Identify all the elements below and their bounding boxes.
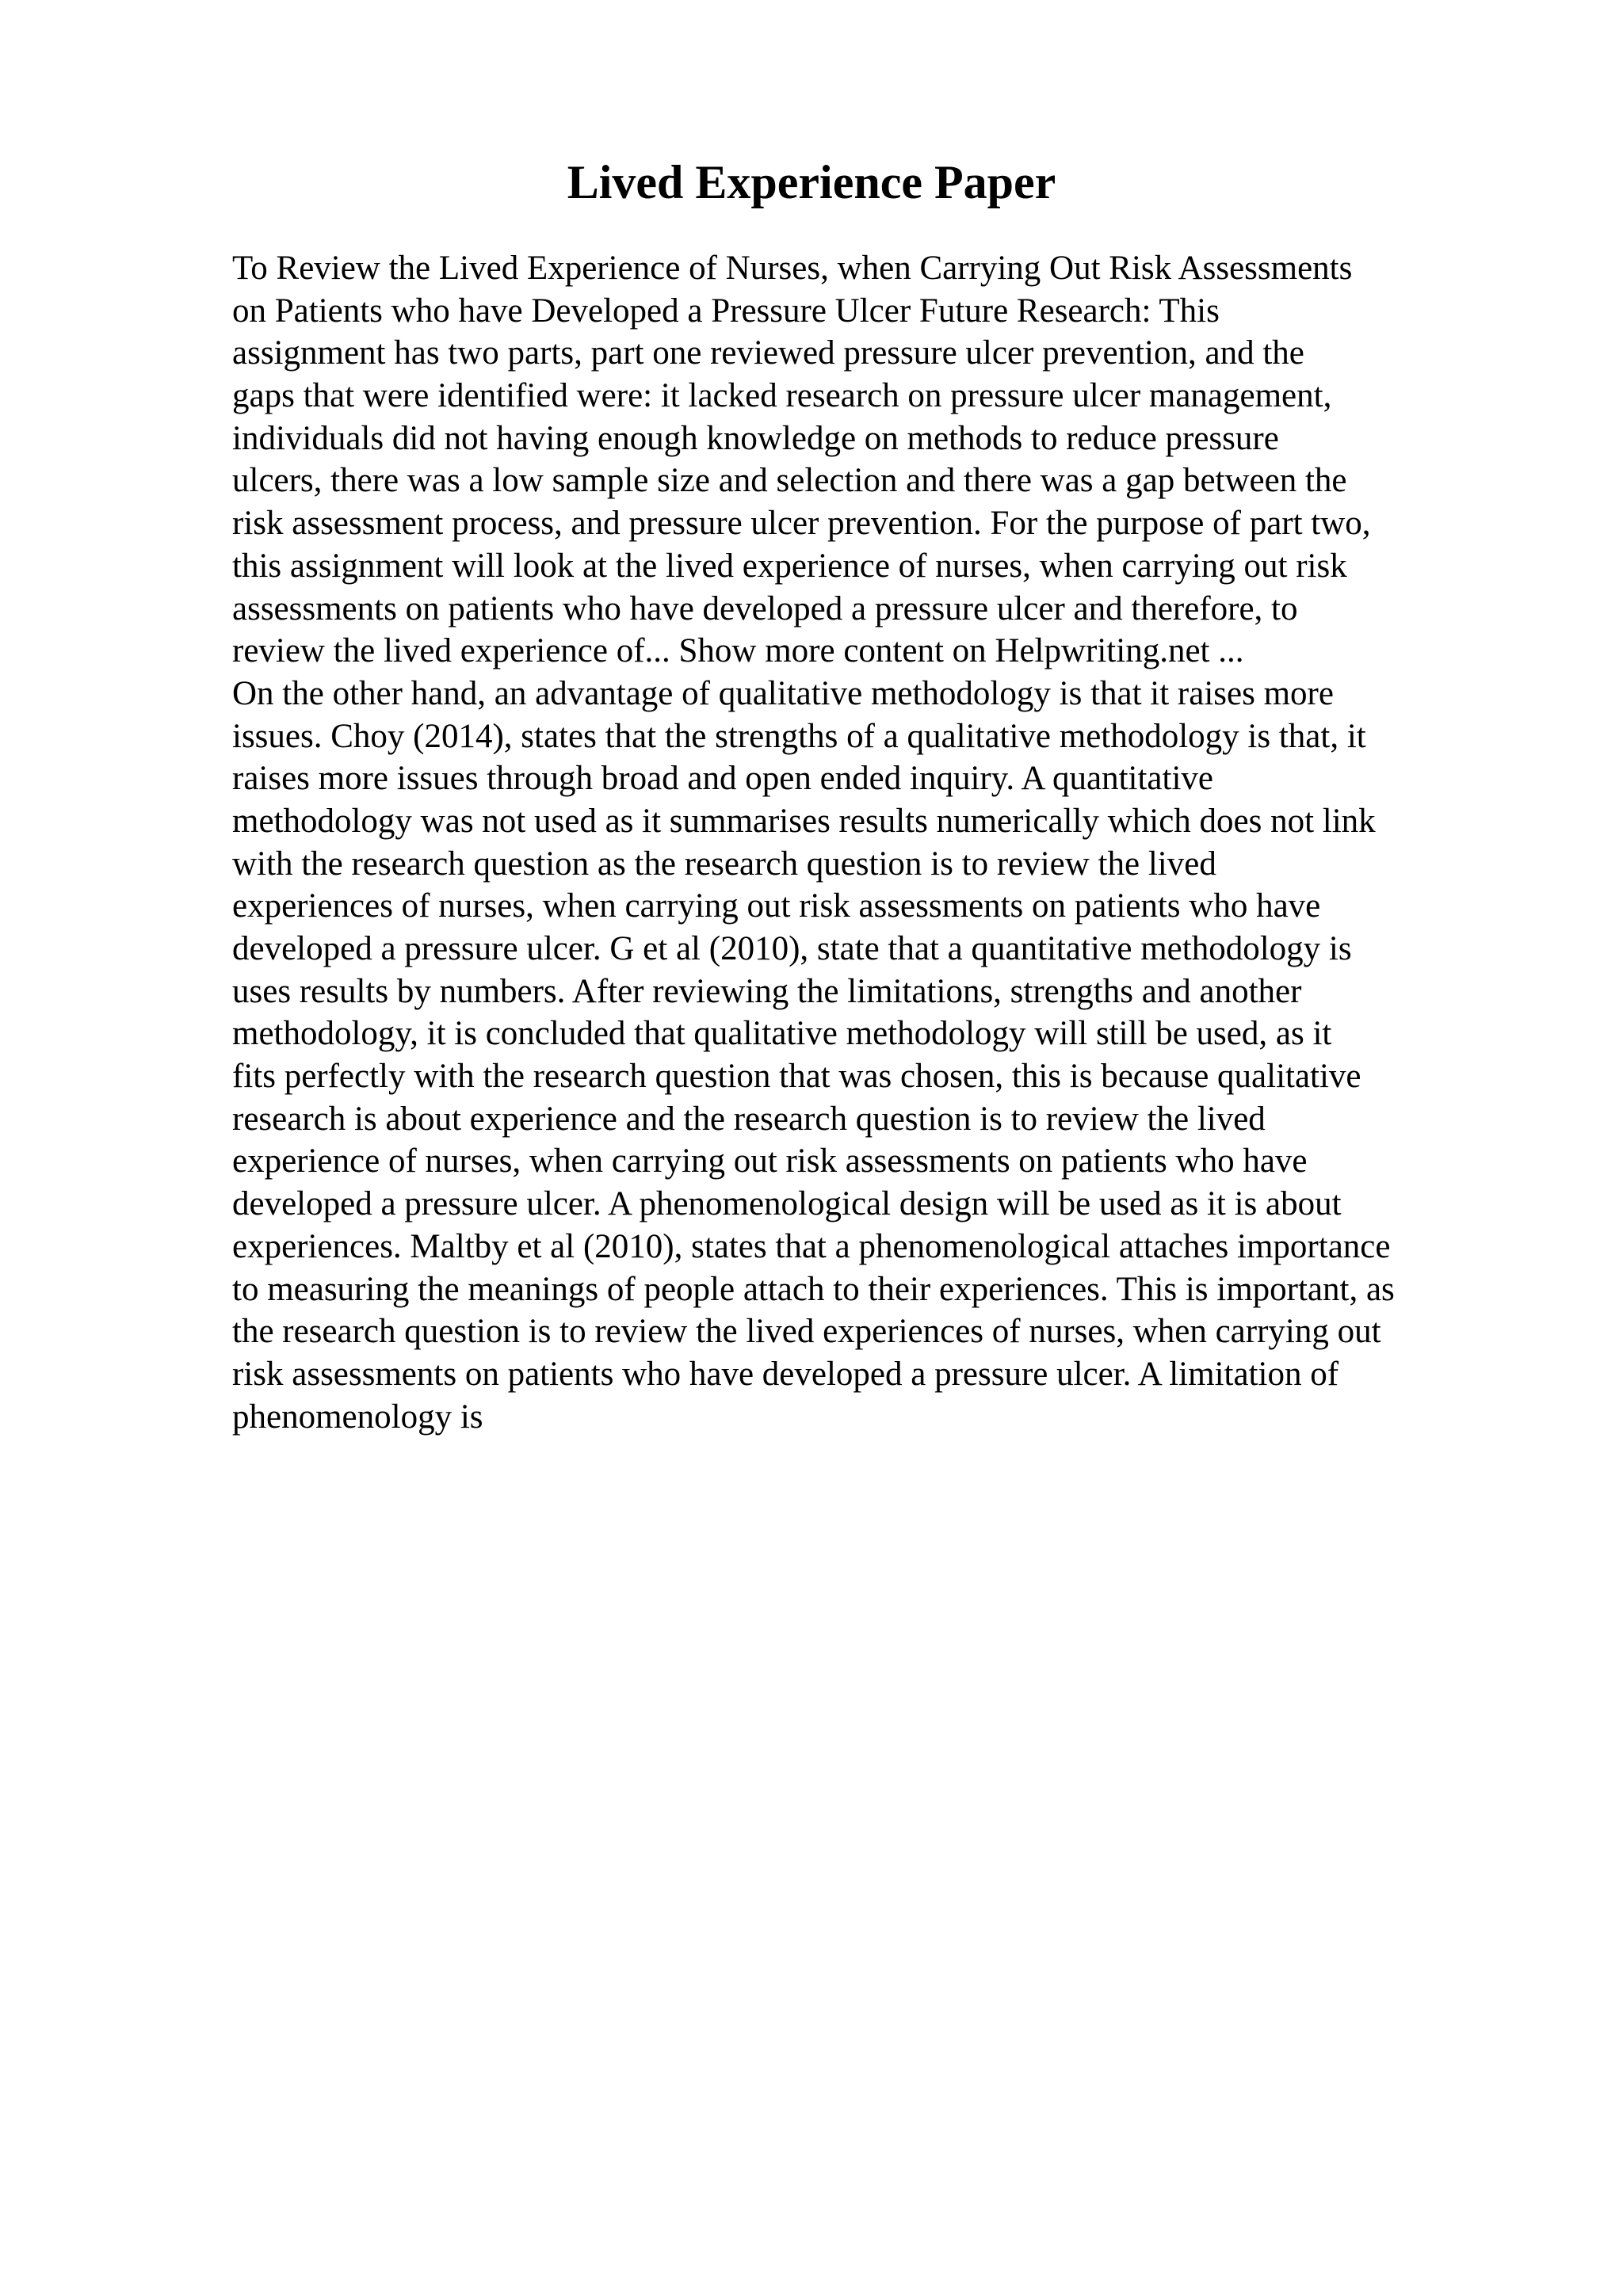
- text-line: issues. Choy (2014), states that the strengths of a qualitative methodology is that, it: [232, 717, 1366, 755]
- text-line: with the research question as the research question is to review the lived: [232, 845, 1216, 883]
- text-line: raises more issues through broad and open ended inquiry. A quantitative: [232, 760, 1213, 798]
- text-line: experience of nurses, when carrying out risk assessments on patients who have: [232, 1142, 1308, 1180]
- text-line: experiences. Maltby et al (2010), states that a phenomenological attaches importance: [232, 1227, 1391, 1265]
- text-line: developed a pressure ulcer. A phenomenological design will be used as it is about: [232, 1185, 1342, 1223]
- text-line: On the other hand, an advantage of qualitative methodology is that it raises more: [232, 674, 1334, 712]
- text-line: uses results by numbers. After reviewing the limitations, strengths and another: [232, 972, 1302, 1010]
- text-line: developed a pressure ulcer. G et al (2010), state that a quantitative methodology is: [232, 930, 1352, 967]
- text-line: assignment has two parts, part one reviewed pressure ulcer prevention, and the: [232, 334, 1304, 372]
- text-line: individuals did not having enough knowledge on methods to reduce pressure: [232, 419, 1279, 457]
- text-line: To Review the Lived Experience of Nurses, when Carrying Out Risk Assessments: [232, 250, 1353, 287]
- text-line: risk assessment process, and pressure ulcer prevention. For the purpose of part two,: [232, 505, 1371, 543]
- text-line: methodology, it is concluded that qualitative methodology will still be used, as it: [232, 1015, 1332, 1053]
- text-line: fits perfectly with the research question that was chosen, this is because qualitative: [232, 1058, 1361, 1096]
- text-line: this assignment will look at the lived experience of nurses, when carrying out risk: [232, 547, 1347, 585]
- text-line: gaps that were identified were: it lacked research on pressure ulcer management,: [232, 377, 1332, 415]
- body-text: [232, 247, 1516, 1438]
- text-line: on Patients who have Developed a Pressure Ulcer Future Research: This: [232, 292, 1220, 330]
- text-line: the research question is to review the lived experiences of nurses, when carrying out: [232, 1313, 1381, 1351]
- text-line: phenomenology is: [232, 1398, 483, 1436]
- text-line: assessments on patients who have developed a pressure ulcer and therefore, to: [232, 589, 1298, 627]
- text-line: risk assessments on patients who have developed a pressure ulcer. A limitation of: [232, 1355, 1339, 1393]
- page-title: Lived Experience Paper: [567, 156, 1056, 208]
- text-line: review the lived experience of... Show more content on Helpwriting.net ...: [232, 632, 1244, 670]
- text-line: methodology was not used as it summarises results numerically which does not link: [232, 802, 1376, 840]
- text-line: ulcers, there was a low sample size and selection and there was a gap between the: [232, 462, 1347, 500]
- text-line: to measuring the meanings of people attach to their experiences. This is important, as: [232, 1270, 1395, 1308]
- text-line: research is about experience and the research question is to review the lived: [232, 1100, 1266, 1138]
- text-line: experiences of nurses, when carrying out risk assessments on patients who have: [232, 887, 1321, 925]
